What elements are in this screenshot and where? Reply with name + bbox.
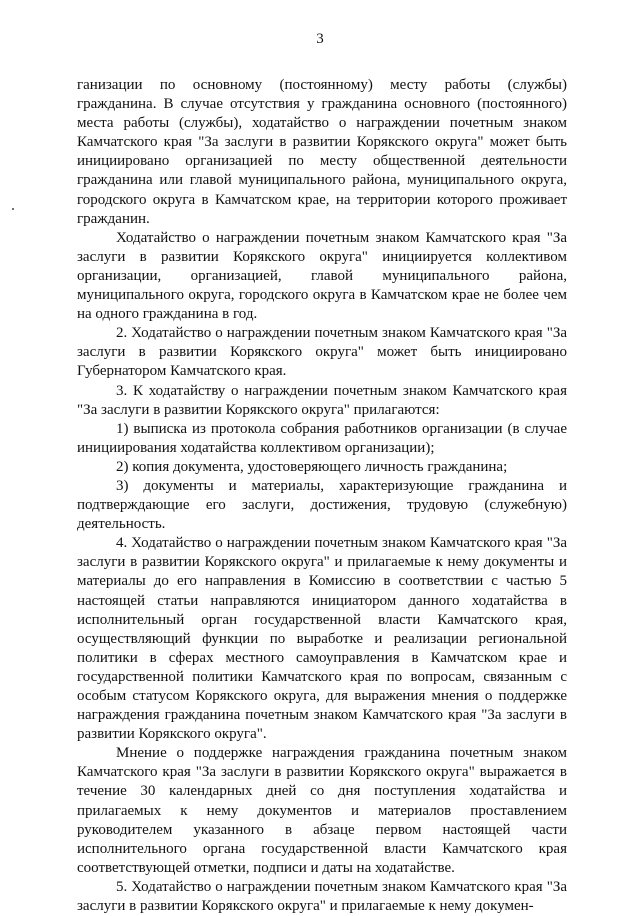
paragraph-opinion: Мнение о поддержке награждения гражданина почетным знаком Камчатского края "За заслуги в развитии Корякского округа" выражается в течение 30 календарных дней со дня поступления ходатайства и прилагаемых к нему документов и материалов проставлением руководителем указанного в абзаце первом настоящей части исполнительного органа государственной власти Камчатского края соответствующей отметки, подписи и даты на ходатайстве.	[77, 745, 567, 876]
list-item-3: 3) документы и материалы, характеризующие гражданина и подтверждающие его заслуги, достижения, трудовую (служебную) деятельность.	[77, 477, 567, 533]
paragraph-continuation: ганизации по основному (постоянному) месту работы (службы) гражданина. В случае отсутствия у гражданина основного (постоянного) места работы (службы), ходатайство о награждении почетным знаком Камчатского края "За заслуги в развитии Корякского округа" может быть инициировано организацией по месту общественной деятельности гражданина или главой муниципального района, муниципального округа, городского округа в Камчатском крае, на территории которого проживает гражданин.	[77, 77, 567, 227]
paragraph-part-2: 2. Ходатайство о награждении почетным знаком Камчатского края "За заслуги в развитии Корякского округа" может быть инициировано Губернатором Камчатского края.	[77, 325, 567, 380]
margin-mark	[12, 208, 14, 210]
list-item-2: 2) копия документа, удостоверяющего личность гражданина;	[116, 458, 508, 475]
paragraph-initiation: Ходатайство о награждении почетным знаком Камчатского края "За заслуги в развитии Корякского округа" инициируется коллективом организации, организацией, главой муниципального района, муниципального округа, городского округа в Камчатском крае не более чем на одного гражданина в год.	[77, 229, 567, 323]
document-body	[77, 76, 567, 916]
page-number: 3	[316, 31, 324, 47]
paragraph-part-3: 3. К ходатайству о награждении почетным знаком Камчатского края "За заслуги в развитии Корякского округа" прилагаются:	[77, 382, 567, 418]
list-item-1: 1) выписка из протокола собрания работников организации (в случае инициирования ходатайства коллективом организации);	[77, 420, 567, 456]
paragraph-part-4: 4. Ходатайство о награждении почетным знаком Камчатского края "За заслуги в развитии Корякского округа" и прилагаемые к нему документы и материалы до его направления в Комиссию в соответствии с частью 5 настоящей статьи направляются инициатором данного ходатайства в исполнительный орган государственной власти Камчатского края, осуществляющий функции по выработке и реализации региональной политики в сферах местного самоуправления в Камчатском крае и государственной политики Камчатского края по вопросам, связанным с особым статусом Корякского округа, для выражения мнения о поддержке награждения гражданина почетным знаком Камчатского края "За заслуги в развитии Корякского округа".	[77, 535, 567, 743]
paragraph-part-5: 5. Ходатайство о награждении почетным знаком Камчатского края "За заслуги в развитии Корякского округа" и прилагаемые к нему докумен-	[77, 878, 567, 915]
